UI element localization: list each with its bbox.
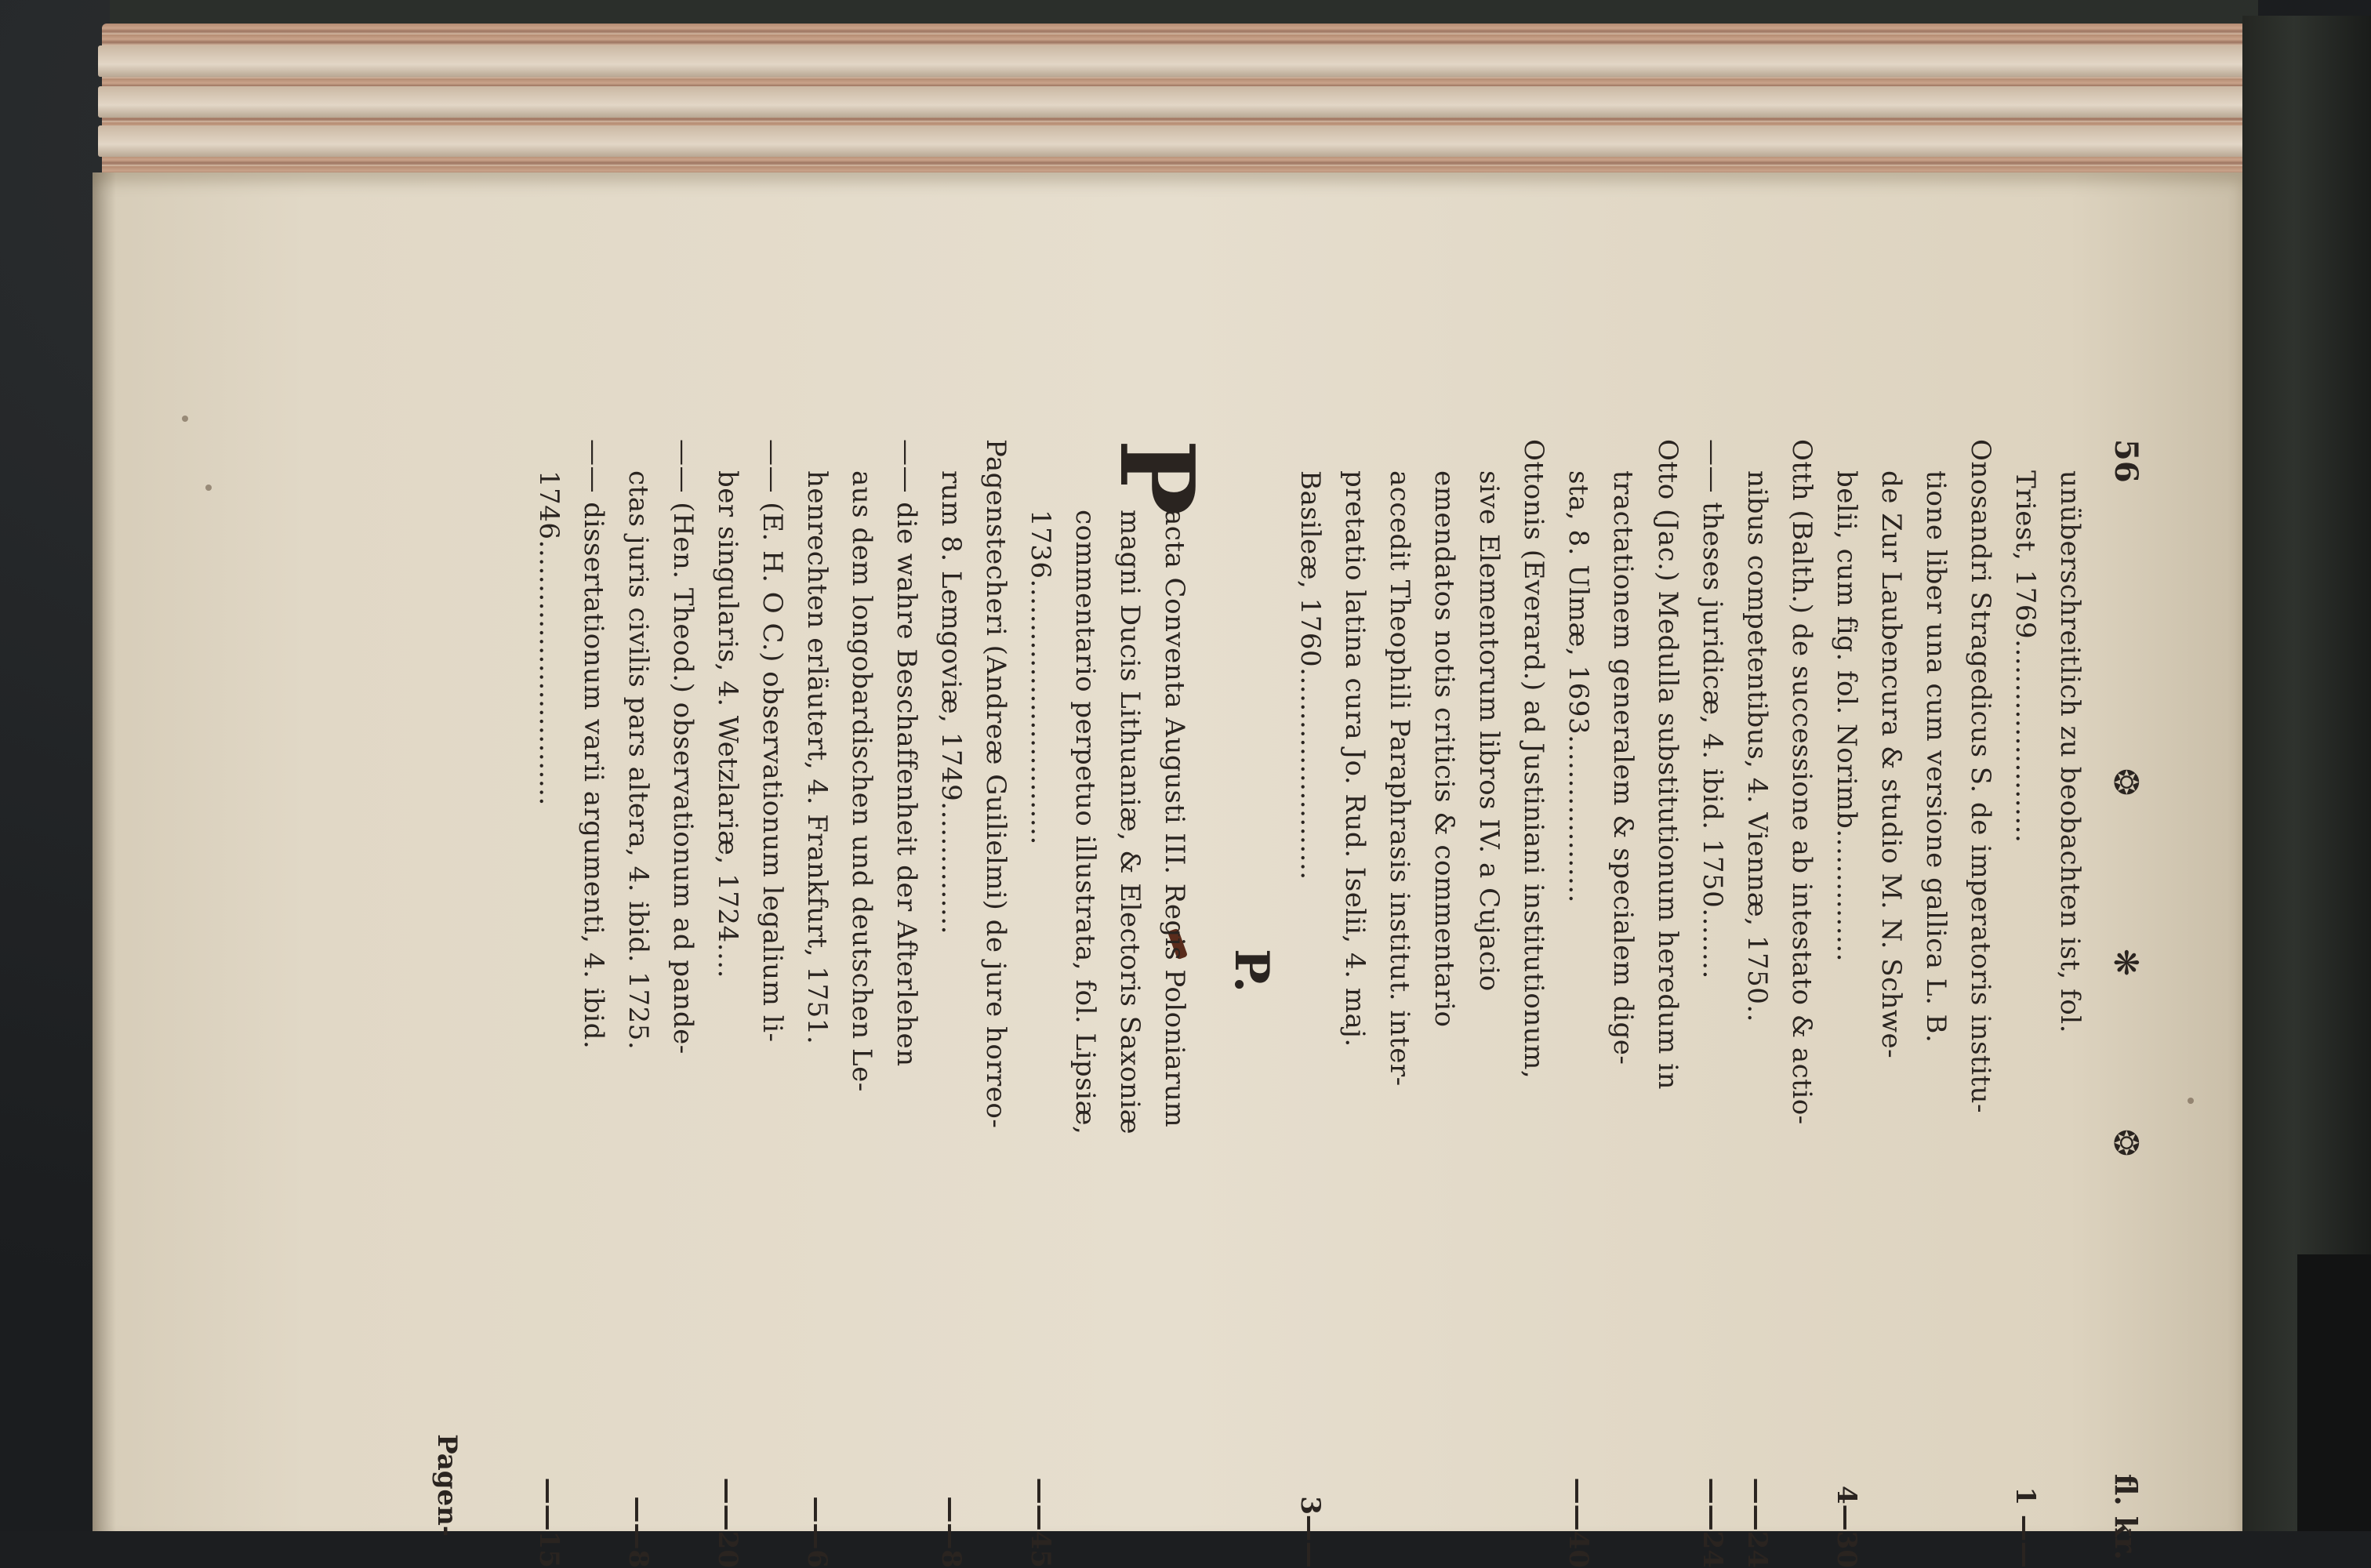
catalog-entry-line — [794, 439, 839, 1568]
entry-text: sive Elementorum libros IV. a Cujacio — [1466, 470, 1511, 992]
catalog-entry-line — [1645, 439, 1690, 1568]
ornament-right-icon: ❂ — [2104, 1129, 2148, 1156]
drop-cap-initial: P — [1106, 439, 1207, 516]
paper-speck — [182, 416, 188, 422]
entry-text: —— theses juridicæ, 4. ibid. 1750........ — [1690, 439, 1734, 979]
catalog-entry-line — [1913, 439, 1958, 1568]
paper-speck — [205, 485, 212, 491]
catalog-entry-line — [705, 439, 750, 1568]
ornament-left-icon: ❂ — [2104, 768, 2148, 796]
section-heading — [1203, 439, 1273, 1568]
entry-text: —— die wahre Beschaffenheit der Afterlehen — [884, 439, 928, 1067]
entry-text: ber singularis, 4. Wetzlariæ, 1724.... — [705, 470, 750, 978]
entry-text: henrechten erläutert, 4. Frankfurt, 1751. — [794, 470, 839, 1044]
entry-text: magni Ducis Lithuaniæ, & Electoris Saxoniæ — [1107, 510, 1152, 1134]
entry-text: tractationem generalem & specialem dige- — [1600, 470, 1645, 1065]
entry-text: unüberschreitlich zu beobachten ist, fol. — [2047, 470, 2092, 1033]
page-edge-band — [98, 86, 2293, 118]
catalog-entry-line — [1511, 439, 1556, 1568]
entry-price: ——45 — [1018, 1478, 1062, 1568]
catalog-entry-line — [660, 439, 705, 1568]
entry-text: nibus competentibus, 4. Viennæ, 1750.. — [1734, 470, 1779, 1022]
entry-text: —— (E. H. O C.) observationum legalium li- — [750, 439, 794, 1042]
entry-text: rum 8. Lemgoviæ, 1749............... — [928, 470, 973, 935]
entry-text: acta Conventa Augusti III. Regis Poloniarum — [1152, 510, 1196, 1127]
catalog-entry-line — [1600, 439, 1645, 1568]
section-letter: P. — [1229, 949, 1273, 993]
entry-text: belii, cum fig. fol. Norimb............... — [1824, 470, 1868, 962]
entry-price: ——6 — [794, 1496, 839, 1568]
catalog-entry-line — [1868, 439, 1913, 1568]
catalog-entry-line — [1422, 439, 1466, 1568]
entry-text: accedit Theophili Paraphrasis institut. inter- — [1377, 470, 1422, 1087]
catalog-entry-line — [2047, 439, 2092, 1568]
entry-price: ——40 — [1556, 1478, 1600, 1568]
entry-text: —— dissertationum varii argumenti, 4. ibid. — [571, 439, 615, 1049]
entry-text: tione liber una cum versione gallica L. B. — [1913, 470, 1958, 1043]
entry-text: emendatos notis criticis & commentario — [1422, 470, 1466, 1027]
page-gutter-shadow — [93, 172, 116, 1531]
entry-price: ——24 — [1734, 1478, 1779, 1568]
catalog-entry-line — [1152, 439, 1196, 1568]
entry-text: Otto (Jac.) Medulla substitutionum heredum in — [1645, 439, 1690, 1090]
catalog-entry-line — [2002, 439, 2047, 1568]
catalog-entry-line — [1062, 439, 1107, 1568]
entry-text: Onosandri Stragedicus S. de imperatoris institu- — [1958, 439, 2002, 1113]
currency-units-header: fl. kr. — [2104, 1474, 2148, 1560]
entry-price: ——20 — [705, 1478, 750, 1568]
catalog-entry-line — [884, 439, 928, 1568]
catalog-entry-line — [1556, 439, 1600, 1568]
page-edge-band — [98, 125, 2293, 157]
entry-text: Basileæ, 1760........................ — [1287, 470, 1332, 880]
entry-price: 1 —— — [2002, 1487, 2047, 1568]
catalog-entry-line — [526, 439, 571, 1568]
entry-text: aus dem longobardischen und deutschen Le- — [839, 470, 884, 1092]
entry-price: ——8 — [928, 1496, 973, 1568]
catalog-entry-line — [615, 439, 660, 1568]
entry-text: sta, 8. Ulmæ, 1693................... — [1556, 470, 1600, 903]
paper-speck — [2188, 1098, 2194, 1104]
entry-price: ——24 — [1690, 1478, 1734, 1568]
entry-text: —— (Hen. Theod.) observationum ad pande- — [660, 439, 705, 1054]
catalog-entry-line — [1824, 439, 1868, 1568]
entry-text: Pagenstecheri (Andreæ Guilielmi) de jure horreo- — [973, 439, 1018, 1128]
entry-text: 1736.............................. — [1018, 510, 1062, 845]
catalog-entry-line — [1734, 439, 1779, 1568]
catalog-entry-line — [1107, 439, 1152, 1568]
entry-text: commentario perpetuo illustrata, fol. Lipsiæ, — [1062, 510, 1107, 1134]
running-header — [2104, 439, 2148, 1568]
catchword: Pagen- — [424, 1434, 469, 1537]
page-edge-band — [98, 45, 2293, 77]
entry-text: 1746.............................. — [526, 470, 571, 806]
entry-text: pretatio latina cura Jo. Rud. Iselii, 4. maj. — [1332, 470, 1377, 1047]
catalog-entry-line — [571, 439, 615, 1568]
entry-text: Otth (Balth.) de successione ab intestato & actio- — [1779, 439, 1824, 1125]
entry-text: de Zur Laubencura & studio M. N. Schwe- — [1868, 470, 1913, 1058]
catalog-entry-line — [1287, 439, 1332, 1568]
catalog-entry-line — [1377, 439, 1422, 1568]
catalog-entry-line — [928, 439, 973, 1568]
catalog-entry-line — [973, 439, 1018, 1568]
entry-text: Triest, 1769....................... — [2002, 470, 2047, 843]
ornament-center-icon: ❋ — [2104, 949, 2148, 976]
entry-text: ctas juris civilis pars altera, 4. ibid. 1725. — [615, 470, 660, 1050]
entry-price: 4—30 — [1824, 1486, 1868, 1568]
catalog-entry-line — [839, 439, 884, 1568]
entry-text: Ottonis (Everard.) ad Justiniani institutionum, — [1511, 439, 1556, 1079]
catalog-entry-line — [1690, 439, 1734, 1568]
catalog-entry-line — [1018, 439, 1062, 1568]
book-cover-corner — [2297, 1254, 2371, 1531]
entry-price: ——15 — [526, 1478, 571, 1568]
catchword-line — [424, 439, 469, 1568]
catalog-entry-line — [750, 439, 794, 1568]
catalog-entry-line — [1466, 439, 1511, 1568]
catalog-entry-line — [1779, 439, 1824, 1568]
catalog-entry-line — [1332, 439, 1377, 1568]
catalog-entry-line — [1958, 439, 2002, 1568]
page-text-block — [423, 439, 2148, 1568]
entry-price: ——8 — [615, 1496, 660, 1568]
entry-price: 3—— — [1287, 1496, 1332, 1568]
page-number: 56 — [2104, 439, 2148, 483]
